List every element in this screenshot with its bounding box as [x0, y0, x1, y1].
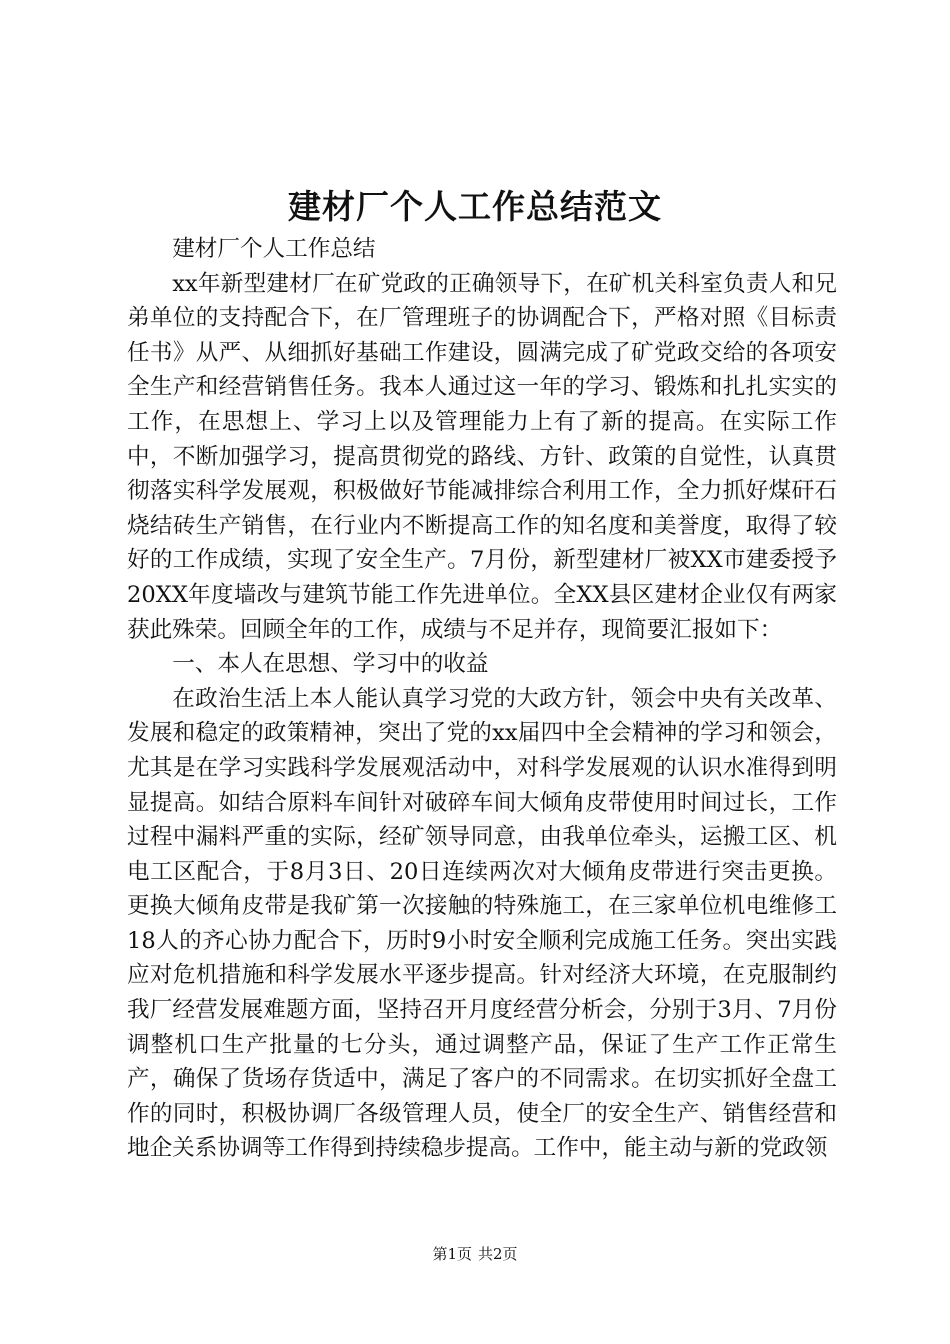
page-total: 共2页 [478, 1245, 518, 1263]
body-paragraph: 在政治生活上本人能认真学习党的大政方针，领会中央有关改革、发展和稳定的政策精神，突出了党的xx届四中全会精神的学习和领会，尤其是在学习实践科学发展观活动中，对科学发展观的认识水准得到明显提高。如结合原料车间针对破碎车间大倾角皮带使用时间过长，工作过程中漏料严重的实际，经矿领导同意，由我单位牵头，运搬工区、机电工区配合，于8月3日、20日连续两次对大倾角皮带进行突击更换。更换大倾角皮带是我矿第一次接触的特殊施工，在三家单位机电维修工18人的齐心协力配合下，历时9小时安全顺利完成施工任务。突出实践应对危机措施和科学发展水平逐步提高。针对经济大环境，在克服制约我厂经营发展难题方面，坚持召开月度经营分析会，分别于3月、7月份调整机口生产批量的七分头，通过调整产品，保证了生产工作正常生产，确保了货场存货适中，满足了客户的不同需求。在切实抓好全盘工作的同时，积极协调厂各级管理人员，使全厂的安全生产、销售经营和地企关系协调等工作得到持续稳步提高。工作中，能主动与新的党政领 [127, 685, 837, 1162]
document-body [127, 232, 837, 1166]
page-footer [0, 1244, 950, 1264]
document-title: 建材厂个人工作总结范文 [288, 187, 662, 226]
section-heading: 一、本人在思想、学习中的收益 [172, 651, 489, 678]
body-paragraph: xx年新型建材厂在矿党政的正确领导下，在矿机关科室负责人和兄弟单位的支持配合下，在厂管理班子的协调配合下，严格对照《目标责任书》从严、从细抓好基础工作建设，圆满完成了矿党政交给的各项安全生产和经营销售任务。我本人通过这一年的学习、锻炼和扎扎实实的工作，在思想上、学习上以及管理能力上有了新的提高。在实际工作中，不断加强学习，提高贯彻党的路线、方针、政策的自觉性，认真贯彻落实科学发展观，积极做好节能减排综合利用工作，全力抓好煤矸石烧结砖生产销售，在行业内不断提高工作的知名度和美誉度，取得了较好的工作成绩，实现了安全生产。7月份，新型建材厂被XX市建委授予20XX年度墙改与建筑节能工作先进单位。全XX县区建材企业仅有两家获此殊荣。回顾全年的工作，成绩与不足并存，现简要汇报如下： [127, 270, 837, 643]
subtitle-paragraph: 建材厂个人工作总结 [172, 236, 376, 262]
page-number: 第1页 [432, 1245, 472, 1263]
